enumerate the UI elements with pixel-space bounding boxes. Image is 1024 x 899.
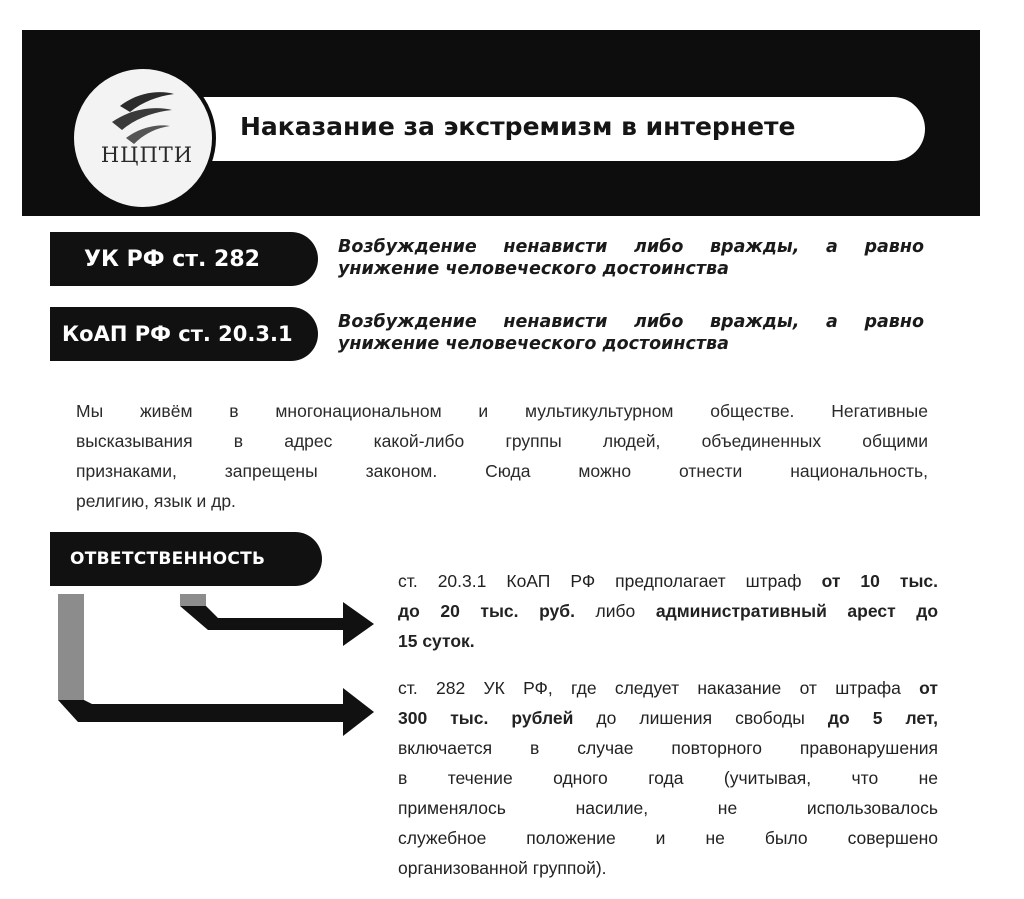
penalty-line: 15 суток. — [398, 631, 475, 651]
article-tag-koap-20-3-1: КоАП РФ ст. 20.3.1 — [50, 307, 318, 361]
article-description-koap-20-3-1 — [338, 311, 924, 355]
intro-line: Мы живём в многонациональном и мультикультурном обществе. Негативные — [76, 401, 928, 421]
lower-arrow-icon — [58, 688, 374, 736]
article-description-uk-282 — [338, 236, 924, 280]
article-tag-uk-282: УК РФ ст. 282 — [50, 232, 318, 286]
intro-line: религию, язык и др. — [76, 491, 236, 511]
penalty-line: служебное положение и не было совершено — [398, 828, 938, 848]
penalty-line: ст. 20.3.1 КоАП РФ предполагает штраф от 10 тыс. — [398, 571, 938, 591]
description-line: унижение человеческого достоинства — [338, 259, 729, 279]
description-line: унижение человеческого достоинства — [338, 334, 729, 354]
arrows-diagram — [58, 594, 378, 744]
intro-line: высказывания в адрес какой-либо группы людей, объединенных общими — [76, 431, 928, 451]
page-title: Наказание за экстремизм в интернете — [240, 112, 796, 141]
penalty-line: включается в случае повторного правонарушения — [398, 738, 938, 758]
penalty-line: в течение одного года (учитывая, что не — [398, 768, 938, 788]
description-line: Возбуждение ненависти либо вражды, а равно — [338, 237, 924, 257]
penalty-uk — [398, 673, 938, 883]
logo-text: НЦПТИ — [100, 143, 194, 167]
logo-swoosh-icon — [108, 88, 178, 148]
responsibility-label: ОТВЕТСТВЕННОСТЬ — [50, 532, 322, 586]
upper-arrow-icon — [180, 602, 374, 646]
penalty-line: применялось насилие, не использовалось — [398, 798, 938, 818]
intro-paragraph — [76, 396, 928, 516]
description-line: Возбуждение ненависти либо вражды, а равно — [338, 312, 924, 332]
penalty-line: ст. 282 УК РФ, где следует наказание от штрафа от — [398, 678, 938, 698]
penalty-koap — [398, 566, 938, 656]
penalty-line: организованной группой). — [398, 858, 607, 878]
penalty-line: до 20 тыс. руб. либо административный арест до — [398, 601, 939, 621]
short-vertical-bar — [180, 594, 206, 606]
penalty-line: 300 тыс. рублей до лишения свободы до 5 лет, — [398, 708, 938, 728]
long-vertical-bar — [58, 594, 84, 700]
intro-line: признаками, запрещены законом. Сюда можно отнести национальность, — [76, 461, 928, 481]
